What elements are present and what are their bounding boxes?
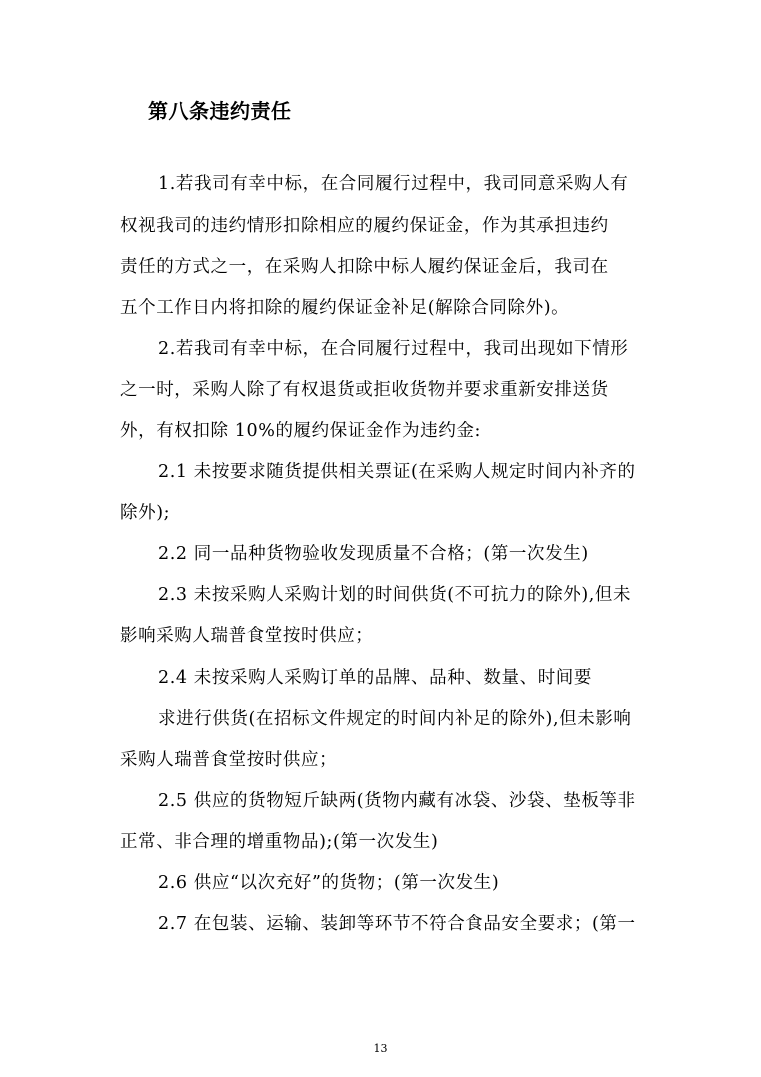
paragraph-line: 权视我司的违约情形扣除相应的履约保证金，作为其承担违约 xyxy=(120,216,609,236)
paragraph-line: 2.6 供应“以次充好”的货物；(第一次发生) xyxy=(158,873,500,893)
paragraph-line: 2.1 未按要求随货提供相关票证(在采购人规定时间内补齐的 xyxy=(158,462,636,482)
paragraph-line: 2.若我司有幸中标，在合同履行过程中，我司出现如下情形 xyxy=(158,339,629,359)
paragraph-line: 除外); xyxy=(120,503,171,523)
paragraph-line: 2.2 同一品种货物验收发现质量不合格；(第一次发生) xyxy=(158,544,589,564)
paragraph-line: 2.3 未按采购人采购计划的时间供货(不可抗力的除外),但未 xyxy=(158,585,632,605)
paragraph-line: 责任的方式之一，在采购人扣除中标人履约保证金后，我司在 xyxy=(120,257,609,277)
paragraph-line: 采购人瑞普食堂按时供应； xyxy=(120,750,338,770)
paragraph-line: 2.7 在包装、运输、装卸等环节不符合食品安全要求；(第一 xyxy=(158,914,636,934)
section-heading: 第八条违约责任 xyxy=(148,99,292,123)
paragraph-line: 外，有权扣除 10%的履约保证金作为违约金: xyxy=(120,421,482,441)
paragraph-line: 五个工作日内将扣除的履约保证金补足(解除合同除外)。 xyxy=(120,298,570,318)
paragraph-line: 2.5 供应的货物短斤缺两(货物内藏有冰袋、沙袋、垫板等非 xyxy=(158,791,636,811)
paragraph-line: 影响采购人瑞普食堂按时供应； xyxy=(120,626,374,646)
paragraph-line: 之一时，采购人除了有权退货或拒收货物并要求重新安排送货 xyxy=(120,380,609,400)
paragraph-line: 1.若我司有幸中标，在合同履行过程中，我司同意采购人有 xyxy=(158,174,629,194)
paragraph-line: 正常、非合理的增重物品);(第一次发生) xyxy=(120,832,439,852)
paragraph-line: 求进行供货(在招标文件规定的时间内补足的除外),但未影响 xyxy=(158,709,632,729)
paragraph-line: 2.4 未按采购人采购订单的品牌、品种、数量、时间要 xyxy=(158,668,592,688)
page-number: 13 xyxy=(373,1042,388,1055)
